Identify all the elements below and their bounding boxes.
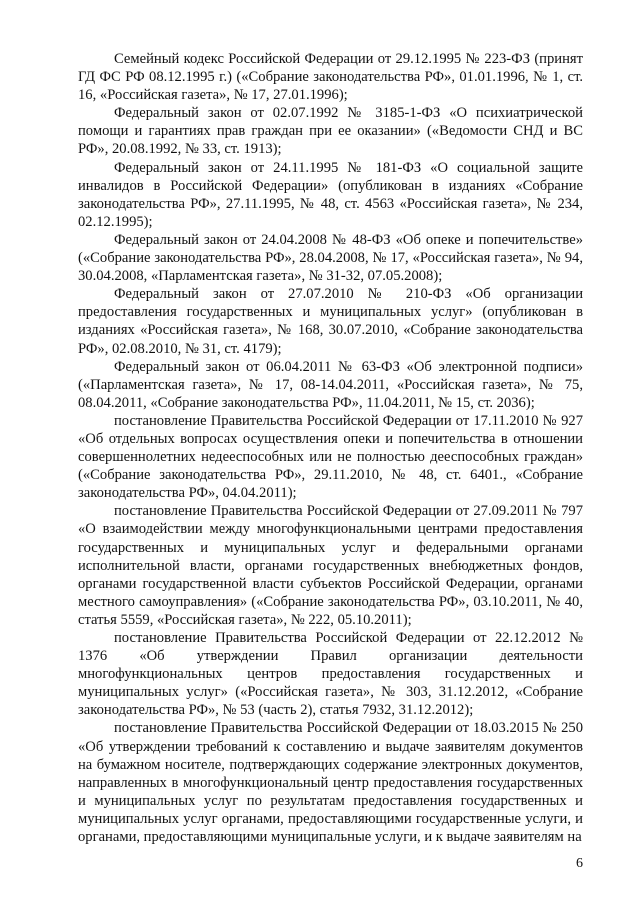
paragraph-resolution-927: постановление Правительства Российской Федерации от 17.11.2010 № 927 «Об отдельных вопросах осуществления опеки и попечительства в отношении совершеннолетних недееспособных или не полностью дееспособных граждан» («Собрание законодательства РФ», 29.11.2010, № 48, ст. 6401., «Собрание законодательства РФ», 04.04.2011); <box>78 412 583 502</box>
paragraph-electronic-signature-law: Федеральный закон от 06.04.2011 № 63-ФЗ «Об электронной подписи» («Парламентская газета», № 17, 08-14.04.2011, «Российская газета», № 75, 08.04.2011, «Собрание законодательства РФ», 11.04.2011, № 15, ст. 2036); <box>78 358 583 411</box>
paragraph-resolution-250: постановление Правительства Российской Федерации от 18.03.2015 № 250 «Об утверждении требований к составлению и выдаче заявителям документов на бумажном носителе, подтверждающих содержание электронных документов, направленных в многофункциональный центр предоставления государственных и муниципальных услуг по результатам предоставления государственных и муниципальных услуг органами, предоставляющими государственные услуги, и органами, предоставляющими муниципальные услуги, и к выдаче заявителям на <box>78 720 583 846</box>
paragraph-family-code: Семейный кодекс Российской Федерации от 29.12.1995 № 223-ФЗ (принят ГД ФС РФ 08.12.1995 г.) («Собрание законодательства РФ», 01.01.1996, № 1, ст. 16, «Российская газета», № 17, 27.01.1996); <box>78 51 583 104</box>
paragraph-guardianship-law: Федеральный закон от 24.04.2008 № 48-ФЗ «Об опеке и попечительстве» («Собрание законодательства РФ», 28.04.2008, № 17, «Российская газета», № 94, 30.04.2008, «Парламентская газета», № 31-32, 07.05.2008); <box>78 231 583 285</box>
paragraph-resolution-797: постановление Правительства Российской Федерации от 27.09.2011 № 797 «О взаимодействии между многофункциональными центрами предоставления государственных и муниципальных услуг и федеральными органами исполнительной власти, органами государственных внебюджетных фондов, органами государственной власти субъектов Российской Федерации, органами местного самоуправления» («Собрание законодательства РФ», 03.10.2011, № 40, статья 5559, «Российская газета», № 222, 05.10.2011); <box>78 503 583 628</box>
page-number: 6 <box>576 856 583 871</box>
paragraph-psychiatric-care-law: Федеральный закон от 02.07.1992 № 3185-1-ФЗ «О психиатрической помощи и гарантиях прав граждан при ее оказании» («Ведомости СНД и ВС РФ», 20.08.1992, № 33, ст. 1913); <box>78 105 583 158</box>
paragraph-resolution-1376: постановление Правительства Российской Федерации от 22.12.2012 № 1376 «Об утверждении Правил организации деятельности многофункциональных центров предоставления государственных и муниципальных услуг» («Российская газета», № 303, 31.12.2012, «Собрание законодательства РФ», № 53 (часть 2), статья 7932, 31.12.2012); <box>78 630 583 719</box>
paragraph-disabled-protection-law: Федеральный закон от 24.11.1995 № 181-ФЗ «О социальной защите инвалидов в Российской Федерации» (опубликован в изданиях «Собрание законодательства РФ», 27.11.1995, № 48, ст. 4563 «Российская газета», № 234, 02.12.1995); <box>78 159 583 230</box>
paragraph-public-services-law: Федеральный закон от 27.07.2010 № 210-ФЗ «Об организации предоставления государственных и муниципальных услуг» (опубликован в изданиях «Российская газета», № 168, 30.07.2010, «Собрание законодательства РФ», 02.08.2010, № 31, ст. 4179); <box>78 286 583 357</box>
document-page <box>78 50 583 846</box>
